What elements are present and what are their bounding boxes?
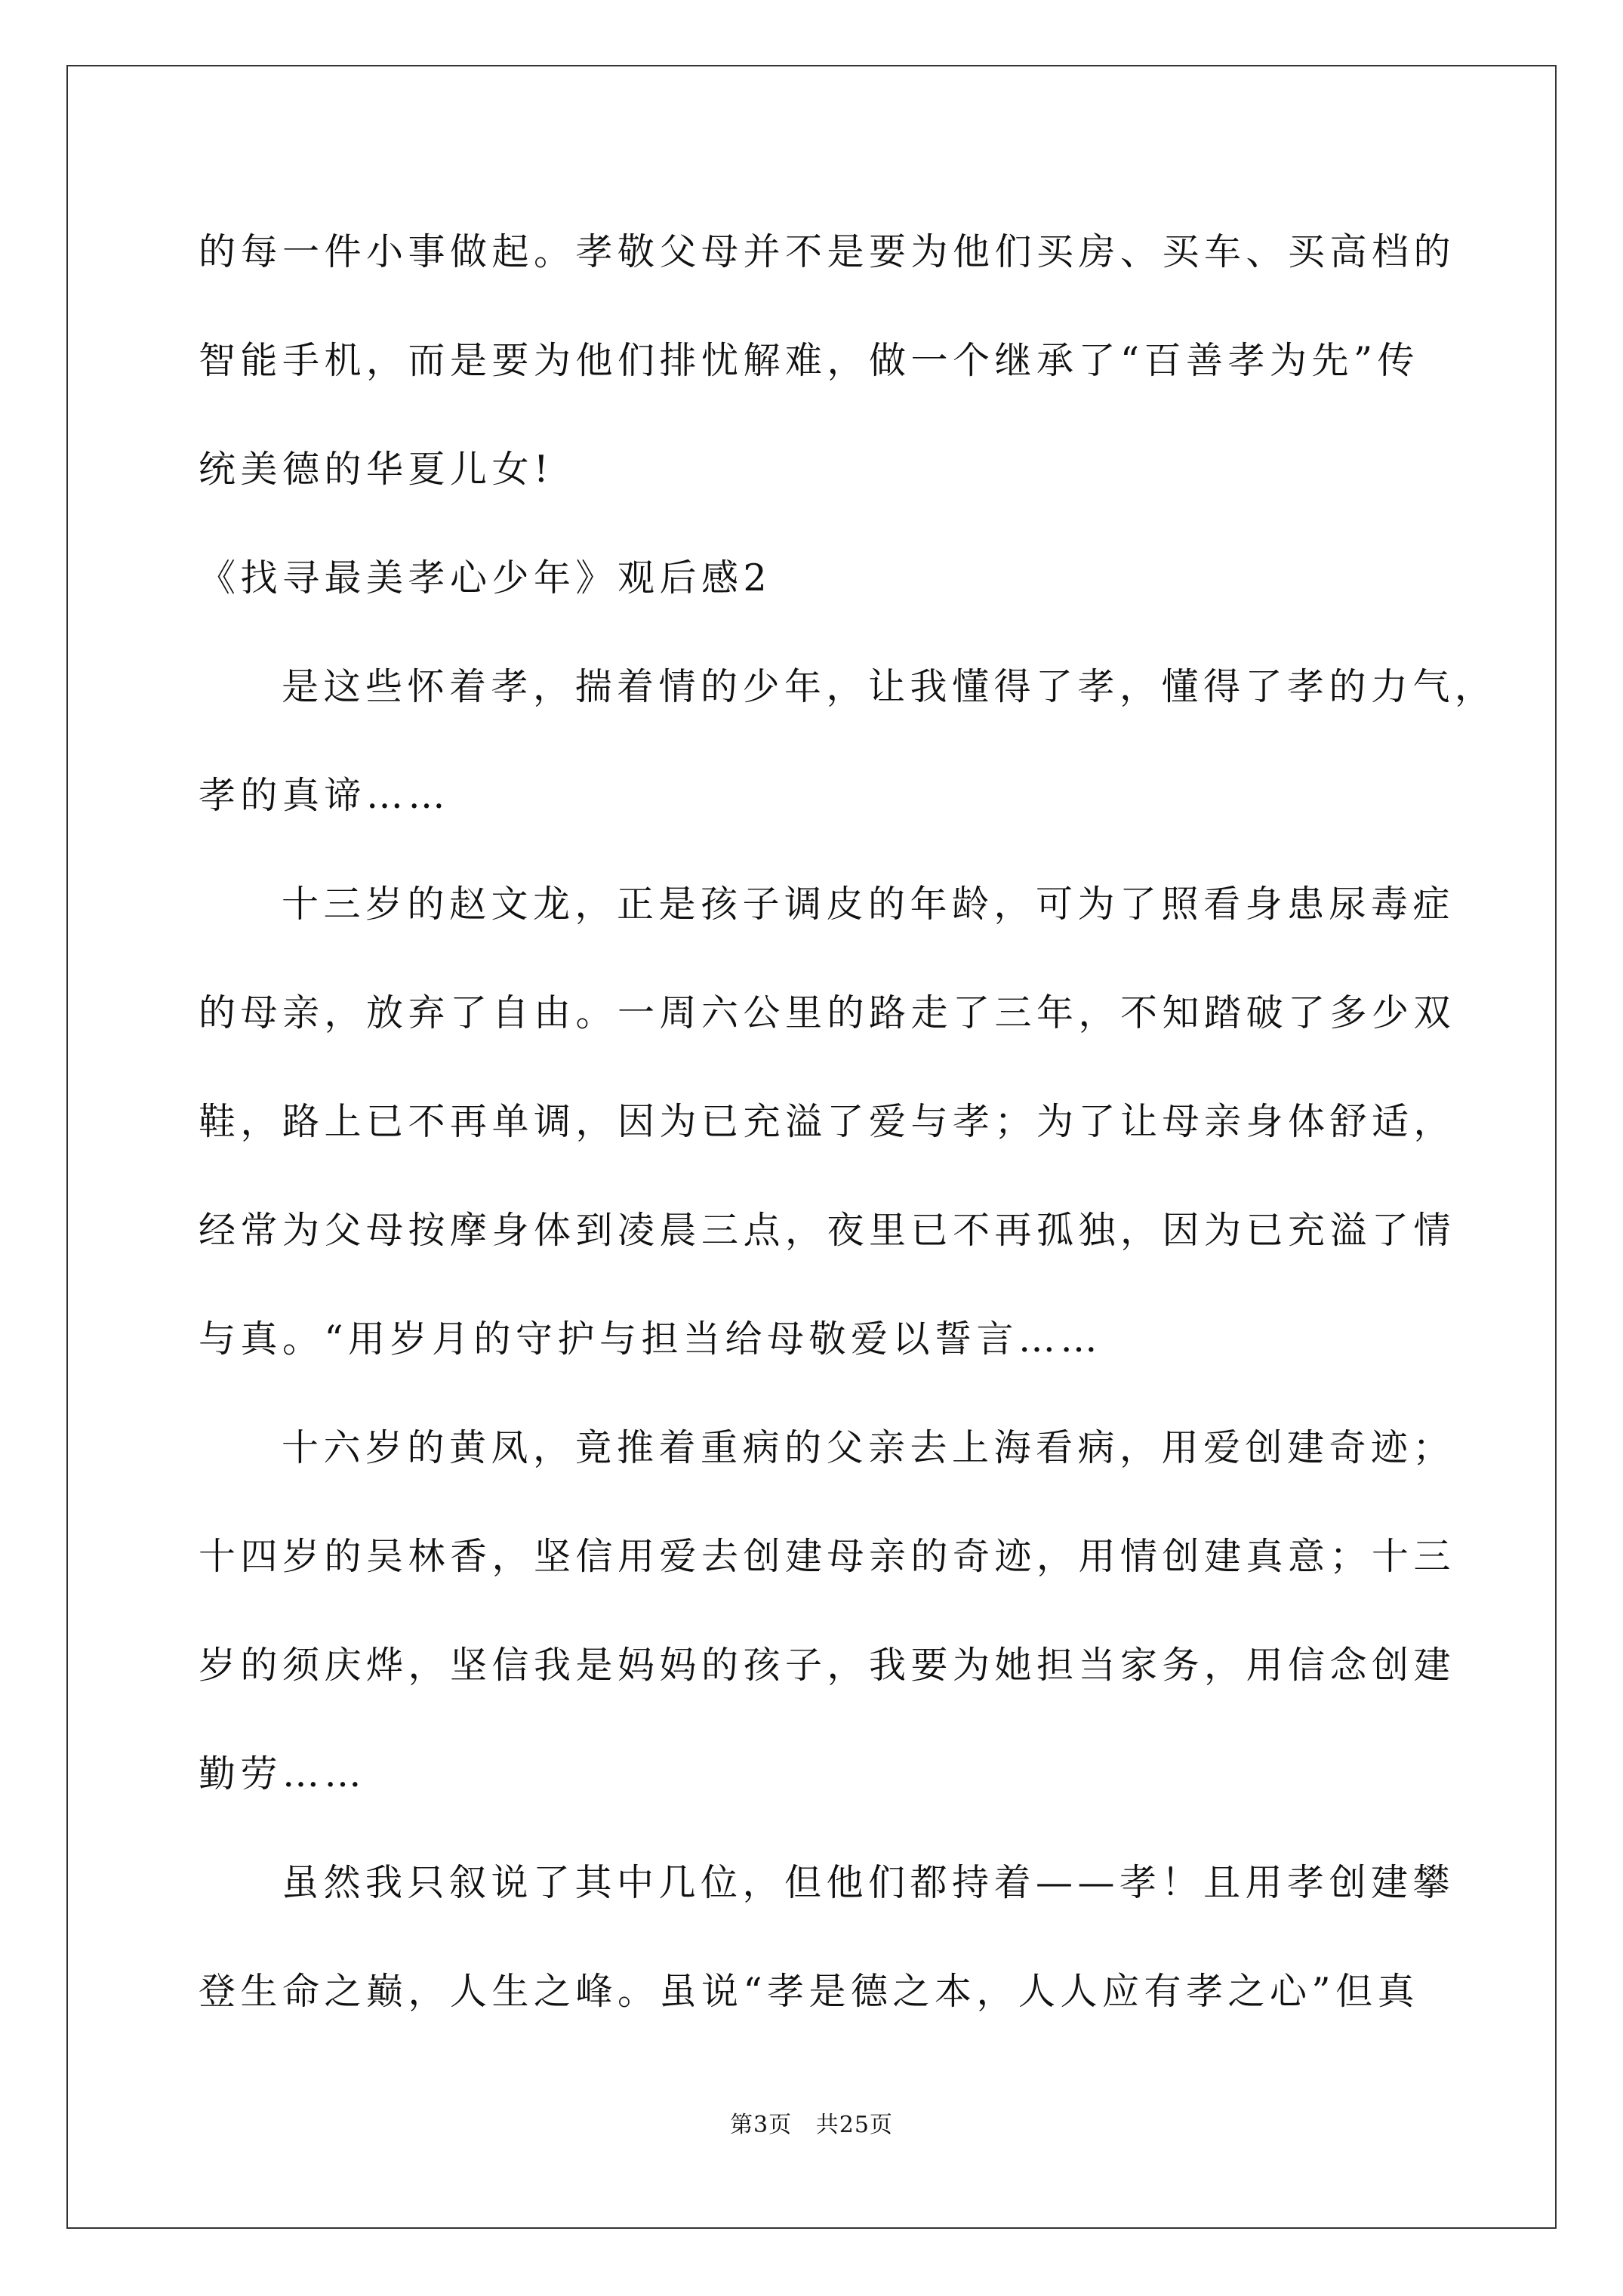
text-line-8: 的母亲，放弃了自由。一周六公里的路走了三年，不知踏破了多少双 — [199, 991, 1456, 1034]
text-line-3: 统美德的华夏儿女! — [199, 448, 554, 491]
text-line-12: 十六岁的黄凤，竟推着重病的父亲去上海看病，用爱创建奇迹； — [282, 1426, 1455, 1469]
page-number-footer: 第3页 共25页 — [730, 2112, 893, 2138]
text-line-13: 十四岁的吴林香，坚信用爱去创建母亲的奇迹，用情创建真意；十三 — [199, 1535, 1456, 1578]
text-line-15: 勤劳…… — [199, 1752, 367, 1795]
text-line-14: 岁的须庆烨，坚信我是妈妈的孩子，我要为她担当家务，用信念创建 — [199, 1644, 1456, 1687]
text-line-11: 与真。“用岁月的守护与担当给母敬爱以誓言…… — [199, 1318, 1103, 1361]
text-line-17: 登生命之巅，人生之峰。虽说“孝是德之本，人人应有孝之心”但真 — [199, 1970, 1420, 2013]
text-line-7: 十三岁的赵文龙，正是孩子调皮的年龄，可为了照看身患尿毒症 — [282, 883, 1455, 926]
text-line-10: 经常为父母按摩身体到凌晨三点，夜里已不再孤独，因为已充溢了情 — [199, 1209, 1456, 1252]
text-line-9: 鞋，路上已不再单调，因为已充溢了爱与孝；为了让母亲身体舒适， — [199, 1100, 1456, 1143]
text-line-2: 智能手机，而是要为他们排忧解难，做一个继承了“百善孝为先”传 — [199, 339, 1420, 382]
text-line-5: 是这些怀着孝，揣着情的少年，让我懂得了孝，懂得了孝的力气， — [282, 665, 1497, 708]
text-line-1: 的每一件小事做起。孝敬父母并不是要为他们买房、买车、买高档的 — [199, 230, 1456, 273]
text-line-6: 孝的真谛…… — [199, 774, 451, 817]
text-line-16: 虽然我只叙说了其中几位，但他们都持着——孝！且用孝创建攀 — [282, 1861, 1455, 1904]
article-subtitle: 《找寻最美孝心少年》观后感2 — [199, 556, 772, 599]
